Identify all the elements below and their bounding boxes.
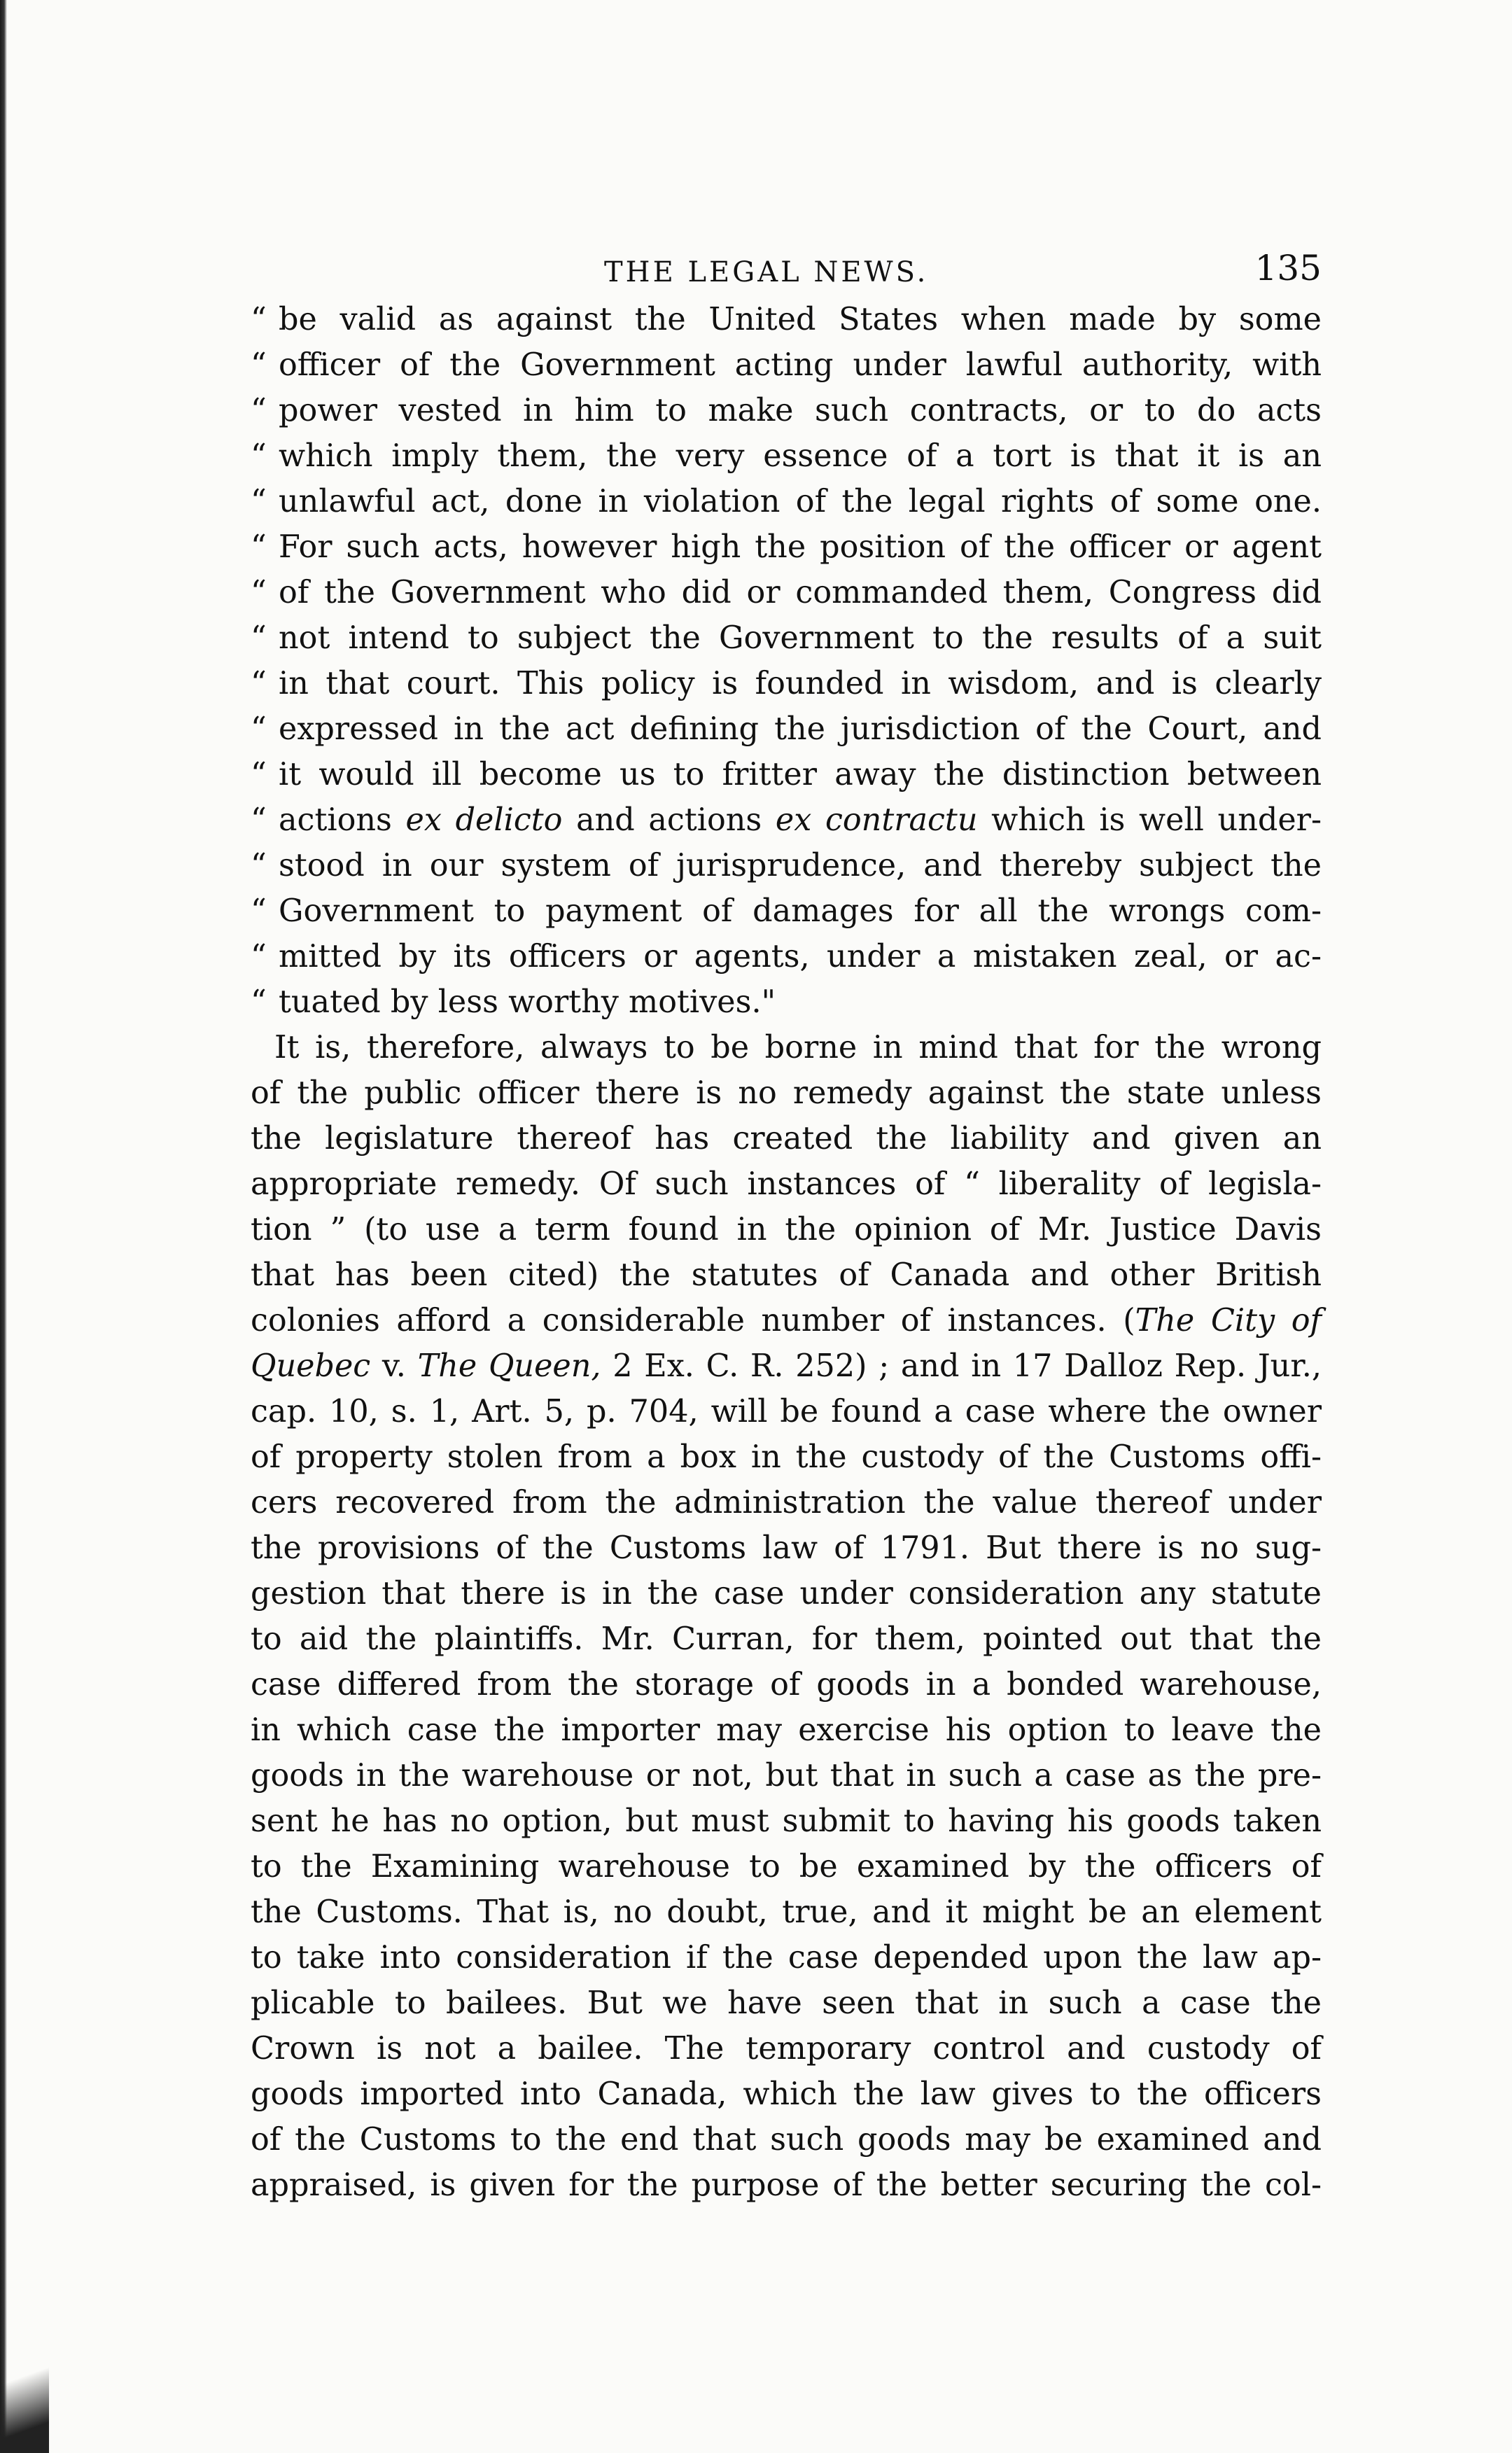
quote-mark: “ (251, 575, 267, 610)
page-binding-edge (0, 0, 7, 2453)
page-number: 135 (1254, 248, 1322, 288)
text-line: appraised, is given for the purpose of the better securing the col- (251, 2167, 1322, 2203)
quote-line: “ stood in our system of jurisprudence, and thereby subject the (251, 843, 1322, 888)
quote-mark: “ (251, 393, 267, 428)
quote-mark: “ (251, 529, 267, 565)
quote-line: “ actions ex delicto and actions ex contractu which is well under- (251, 797, 1322, 843)
quote-line: “ For such acts, however high the position of the officer or agent (251, 524, 1322, 570)
quote-line: “ in that court. This policy is founded in wisdom, and is clearly (251, 661, 1322, 706)
text-line: It is, therefore, always to be borne in mind that for the wrong (274, 1030, 1322, 1065)
case-citation: The Queen, (417, 1348, 601, 1384)
quote-line: “ be valid as against the United States when made by some (251, 297, 1322, 342)
quote-line: “ it would ill become us to fritter away the distinction between (251, 752, 1322, 797)
quote-mark: “ (251, 848, 267, 883)
quote-mark: “ (251, 711, 267, 747)
quote-mark: “ (251, 939, 267, 974)
quote-line: “ unlawful act, done in violation of the legal rights of some one. (251, 479, 1322, 524)
text-line: goods imported into Canada, which the law gives to the officers (251, 2076, 1322, 2112)
quote-mark: “ (251, 620, 267, 656)
page-header (251, 248, 1322, 297)
text-line: the provisions of the Customs law of 1791. But there is no sug- (251, 1530, 1322, 1566)
text-line: of the public officer there is no remedy against the state unless (251, 1075, 1322, 1111)
quoted-passage (251, 297, 1322, 1025)
italic-term: ex delicto (405, 802, 563, 838)
quote-line: “ expressed in the act defining the jurisdiction of the Court, and (251, 706, 1322, 752)
text-line: Crown is not a bailee. The temporary control and custody of (251, 2031, 1322, 2067)
quote-line: “ which imply them, the very essence of a tort is that it is an (251, 433, 1322, 479)
quote-line: “ tuated by less worthy motives." (251, 979, 1322, 1025)
text-line: tion ” (to use a term found in the opinion of Mr. Justice Davis (251, 1212, 1322, 1248)
text-line: sent he has no option, but must submit to having his goods taken (251, 1803, 1322, 1839)
text-line: cers recovered from the administration the value thereof under (251, 1485, 1322, 1521)
quote-line: “ of the Government who did or commanded them, Congress did (251, 570, 1322, 615)
quote-line: “ officer of the Government acting under lawful authority, with (251, 342, 1322, 388)
quote-mark: “ (251, 802, 267, 838)
case-citation: Quebec (251, 1348, 371, 1384)
text-line: the Customs. That is, no doubt, true, and it might be an element (251, 1894, 1322, 1930)
quote-line: “ mitted by its officers or agents, under a mistaken zeal, or ac- (251, 934, 1322, 979)
text-line: gestion that there is in the case under consideration any statute (251, 1576, 1322, 1612)
text-line: that has been cited) the statutes of Canada and other British (251, 1257, 1322, 1293)
text-line: of property stolen from a box in the custody of the Customs offi- (251, 1439, 1322, 1475)
text-line: goods in the warehouse or not, but that in such a case as the pre- (251, 1758, 1322, 1794)
quote-mark: “ (251, 757, 267, 792)
quote-mark: “ (251, 984, 267, 1020)
text-line: to the Examining warehouse to be examined by the officers of (251, 1849, 1322, 1885)
text-line: colonies afford a considerable number of instances. (The City of (251, 1303, 1322, 1339)
quote-mark: “ (251, 893, 267, 929)
document-page (251, 248, 1322, 2208)
text-line: plicable to bailees. But we have seen that in such a case the (251, 1985, 1322, 2021)
quote-mark: “ (251, 347, 267, 383)
body-paragraph (251, 1025, 1322, 2208)
text-line: appropriate remedy. Of such instances of “ liberality of legisla- (251, 1166, 1322, 1202)
text-line: case differed from the storage of goods in a bonded warehouse, (251, 1667, 1322, 1703)
page-binding-shadow (0, 2348, 49, 2453)
quote-mark: “ (251, 666, 267, 701)
text-line: Quebec v. The Queen, 2 Ex. C. R. 252) ; and in 17 Dalloz Rep. Jur., (251, 1348, 1322, 1384)
quote-line: “ Government to payment of damages for all the wrongs com- (251, 888, 1322, 934)
text-line: to aid the plaintiffs. Mr. Curran, for them, pointed out that the (251, 1621, 1322, 1657)
quote-mark: “ (251, 302, 267, 337)
text-line: in which case the importer may exercise his option to leave the (251, 1712, 1322, 1748)
text-line: the legislature thereof has created the liability and given an (251, 1121, 1322, 1156)
text-line: of the Customs to the end that such goods may be examined and (251, 2122, 1322, 2158)
italic-term: ex contractu (775, 802, 978, 838)
text-line: to take into consideration if the case depended upon the law ap- (251, 1940, 1322, 1976)
quote-mark: “ (251, 484, 267, 519)
quote-mark: “ (251, 438, 267, 474)
quote-line: “ not intend to subject the Government to the results of a suit (251, 615, 1322, 661)
running-title: THE LEGAL NEWS. (604, 256, 929, 288)
quote-line: “ power vested in him to make such contracts, or to do acts (251, 388, 1322, 433)
text-line: cap. 10, s. 1, Art. 5, p. 704, will be found a case where the owner (251, 1394, 1322, 1430)
case-citation: The City of (1135, 1303, 1322, 1339)
